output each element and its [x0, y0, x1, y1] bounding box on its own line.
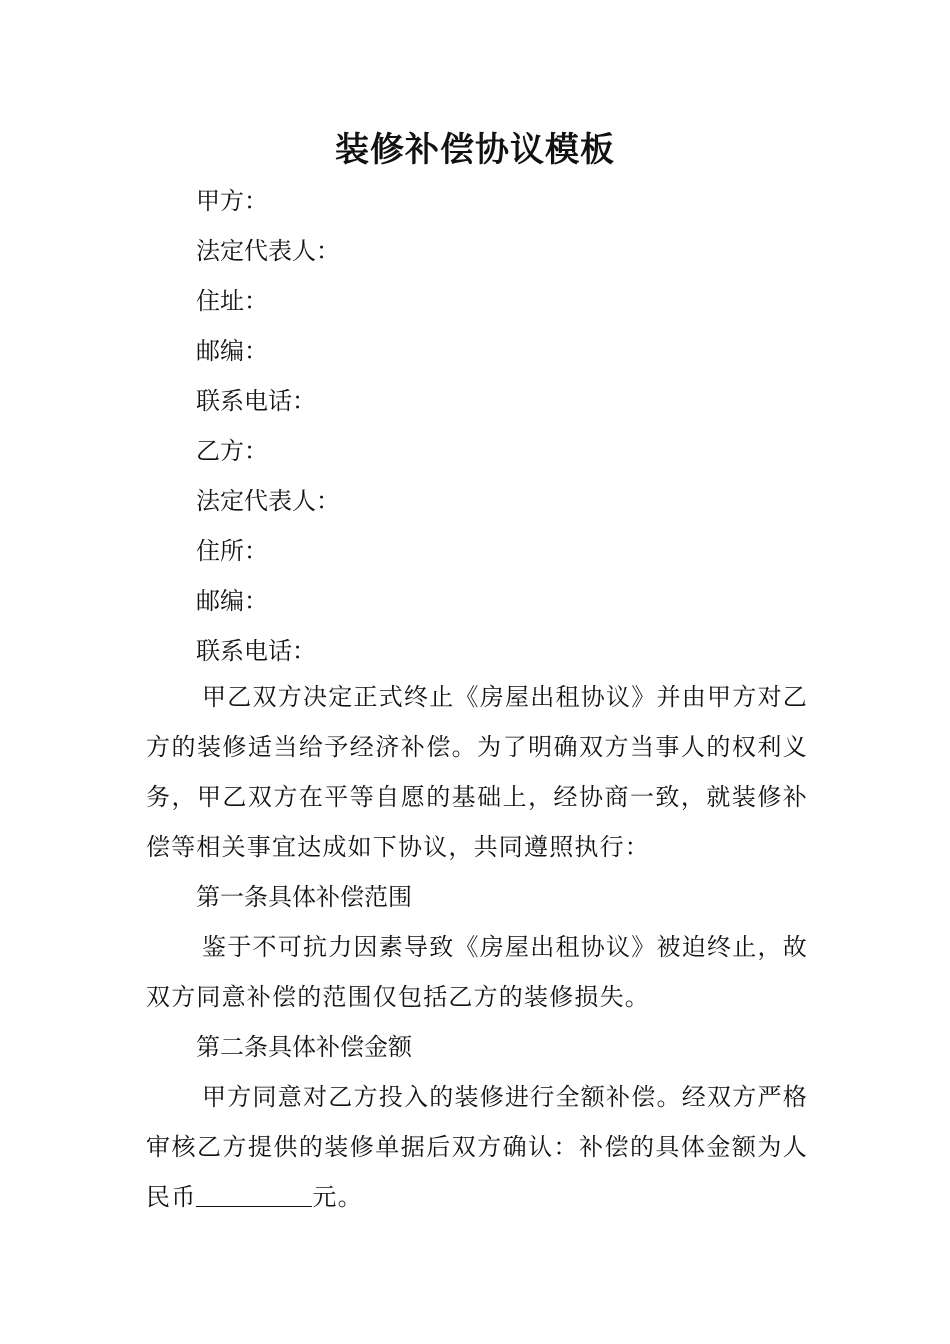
party-b-label: 乙方：: [196, 437, 268, 465]
article-2-heading: 第二条具体补偿金额: [196, 1033, 412, 1061]
party-a-phone-label: 联系电话：: [196, 387, 316, 415]
agreement-body: [146, 672, 808, 1222]
article-2-paragraph: [146, 1072, 808, 1222]
party-a-legal-rep-label: 法定代表人：: [196, 237, 340, 265]
article-2-text: 甲方同意对乙方投入的装修进行全额补偿。经双方严格审核乙方提供的装修单据后双方确认：补偿的具体金额为人民币: [146, 1083, 808, 1211]
intro-paragraph: 甲乙双方决定正式终止《房屋出租协议》并由甲方对乙方的装修适当给予经济补偿。为了明确双方当事人的权利义务，甲乙双方在平等自愿的基础上，经协商一致，就装修补偿等相关事宜达成如下协议，共同遵照执行：: [146, 683, 808, 861]
article-2-currency-unit: 元。: [312, 1183, 363, 1211]
party-b-residence-label: 住所：: [196, 537, 268, 565]
article-1-heading: 第一条具体补偿范围: [196, 883, 412, 911]
article-1-paragraph: 鉴于不可抗力因素导致《房屋出租协议》被迫终止，故双方同意补偿的范围仅包括乙方的装修损失。: [146, 933, 808, 1011]
amount-blank-line: [196, 1182, 312, 1207]
document-title: 装修补偿协议模板: [335, 130, 615, 170]
party-b-legal-rep-label: 法定代表人：: [196, 487, 340, 515]
party-a-label: 甲方：: [196, 187, 268, 215]
party-a-address-label: 住址：: [196, 287, 268, 315]
party-a-postcode-label: 邮编：: [196, 337, 268, 365]
party-b-postcode-label: 邮编：: [196, 587, 268, 615]
party-info-block: [196, 176, 816, 676]
party-b-phone-label: 联系电话：: [196, 637, 316, 665]
